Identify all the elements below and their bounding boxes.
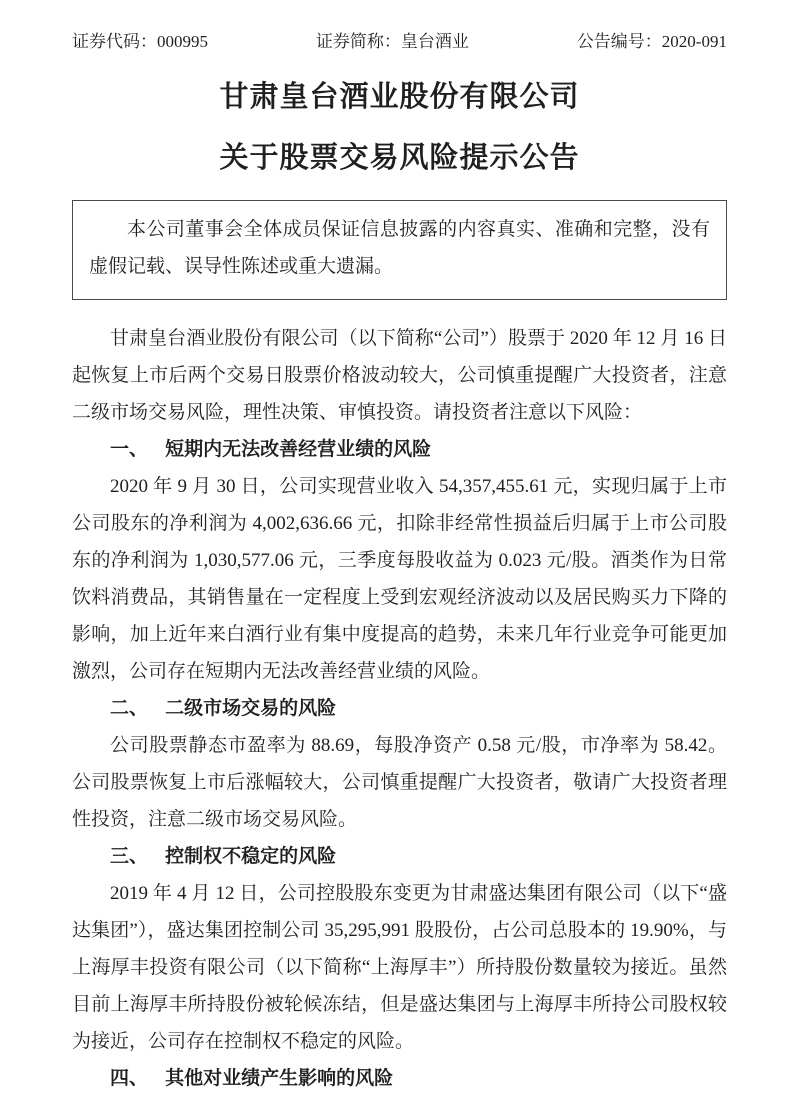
- section-2-heading: [72, 690, 727, 727]
- section-1-title: 短期内无法改善经营业绩的风险: [165, 439, 432, 460]
- section-4-heading: [72, 1060, 727, 1097]
- announcement-title: 关于股票交易风险提示公告: [219, 142, 580, 174]
- company-title: 甘肃皇台酒业股份有限公司: [219, 81, 580, 113]
- section-2-title: 二级市场交易的风险: [165, 698, 337, 719]
- section-4-title: 其他对业绩产生影响的风险: [165, 1068, 394, 1089]
- board-declaration-box: [72, 200, 727, 300]
- section-2-number: 二、: [110, 698, 149, 719]
- section-1-number: 一、: [110, 439, 149, 460]
- section-4-number: 四、: [110, 1068, 149, 1089]
- announcement-body: [72, 320, 727, 1097]
- section-3-title: 控制权不稳定的风险: [165, 846, 337, 867]
- section-1-paragraph: 2020 年 9 月 30 日，公司实现营业收入 54,357,455.61 元，实现归属于上市公司股东的净利润为 4,002,636.66 元，扣除非经常性损益后归属于上市公司股东的净利润为 1,030,577.06 元，三季度每股收益为 0.023 元/股。酒类作为日常饮料消费品，其销售量在一定程度上受到宏观经济波动以及居民购买力下降的影响，加上近年来白酒行业有集中度提高的趋势，未来几年行业竞争可能更加激烈，公司存在短期内无法改善经营业绩的风险。: [72, 476, 727, 682]
- board-declaration-text: 本公司董事会全体成员保证信息披露的内容真实、准确和完整，没有虚假记载、误导性陈述或重大遗漏。: [89, 219, 710, 277]
- intro-paragraph: 甘肃皇台酒业股份有限公司（以下简称“公司”）股票于 2020 年 12 月 16 日起恢复上市后两个交易日股票价格波动较大，公司慎重提醒广大投资者，注意二级市场交易风险，理性决策、审慎投资。请投资者注意以下风险：: [72, 328, 727, 423]
- section-3-number: 三、: [110, 846, 149, 867]
- section-3-paragraph: 2019 年 4 月 12 日，公司控股股东变更为甘肃盛达集团有限公司（以下“盛达集团”），盛达集团控制公司 35,295,991 股股份，占公司总股本的 19.90%，与上海厚丰投资有限公司（以下简称“上海厚丰”）所持股份数量较为接近。虽然目前上海厚丰所持股份被轮候冻结，但是盛达集团与上海厚丰所持公司股权较为接近，公司存在控制权不稳定的风险。: [72, 883, 727, 1052]
- section-3-heading: [72, 838, 727, 875]
- section-2-paragraph: 公司股票静态市盈率为 88.69，每股净资产 0.58 元/股，市净率为 58.42。公司股票恢复上市后涨幅较大，公司慎重提醒广大投资者，敬请广大投资者理性投资，注意二级市场交易风险。: [72, 735, 727, 830]
- section-1-heading: [72, 431, 727, 468]
- document-header: [72, 30, 727, 54]
- announcement-number: 公告编号：2020-091: [576, 32, 727, 51]
- stock-code: 证券代码：000995: [72, 32, 208, 51]
- stock-short-name: 证券简称：皇台酒业: [315, 32, 469, 51]
